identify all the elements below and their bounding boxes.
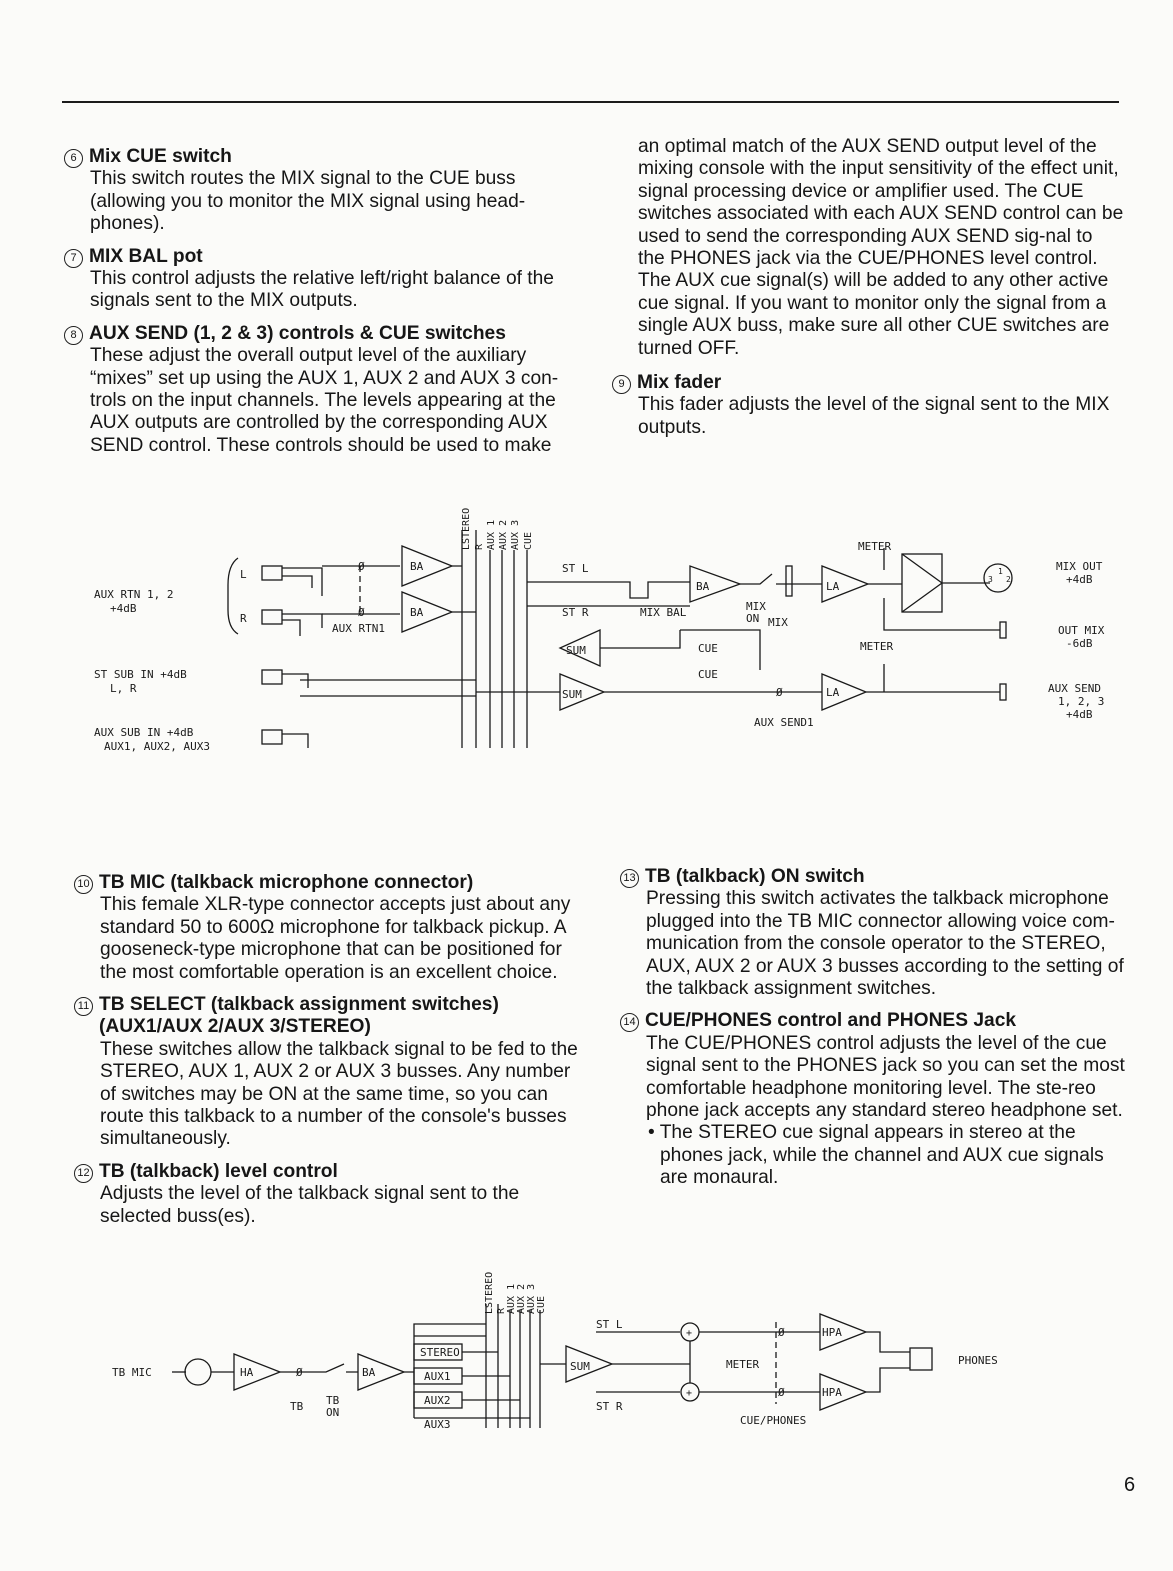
- section-number: 8: [64, 326, 83, 345]
- bus-label-l: L: [484, 1307, 495, 1314]
- mix-bal-label: MIX BAL: [640, 606, 687, 619]
- bus-label-aux3: AUX 3: [526, 1283, 537, 1314]
- section-11: [74, 994, 590, 1151]
- bus-group-stereo: STEREO: [461, 507, 472, 544]
- section-bullet: • The STEREO cue signal appears in stereo at the phones jack, while the channel and AUX cue signals are monaural.: [648, 1122, 1104, 1189]
- section-6: [64, 146, 584, 236]
- st-sub-sub: L, R: [110, 682, 137, 695]
- hpa-label-1: HPA: [822, 1326, 842, 1339]
- phase-label-hpa-2: Ø: [778, 1386, 785, 1399]
- sum-label-1: SUM: [566, 644, 586, 657]
- jack-pin-3: 3: [988, 575, 993, 584]
- section-7: [64, 246, 584, 313]
- st-l-label: ST L: [562, 562, 589, 575]
- ha-label: HA: [240, 1366, 254, 1379]
- jack-pin-1: 1: [998, 567, 1003, 576]
- page-number: 6: [1124, 1474, 1136, 1496]
- aux-sub-label: AUX SUB IN +4dB: [94, 726, 194, 739]
- cue-label-1: CUE: [698, 642, 718, 655]
- section-body: Pressing this switch activates the talkback microphone plugged into the TB MIC connector allowing voice com-munication from the console operator to the STEREO, AUX, AUX 2 or AUX 3 busses according to the setting of the talkback assignment switches.: [646, 888, 1124, 1000]
- section-number: 6: [64, 149, 83, 168]
- section-body: These switches allow the talkback signal to be fed to the STEREO, AUX 1, AUX 2 or AUX 3 busses. Any number of switches may be ON at the same time, so you can route this talkback to a number of the console's busses simultaneously.: [100, 1038, 578, 1150]
- out-mix-label: OUT MIX: [1058, 624, 1105, 637]
- input-l-label: L: [240, 568, 247, 581]
- bus-label-cue: CUE: [523, 531, 534, 550]
- header-rule: [62, 101, 1119, 103]
- aux-send-num: 1, 2, 3: [1058, 695, 1105, 708]
- section-body: These adjust the overall output level of the auxiliary “mixes” set up using the AUX 1, AUX 2 and AUX 3 con-trols on the input channels. The levels appearing at the AUX outputs are controlled by the corresponding AUX SEND control. These controls should be used to make: [90, 345, 559, 456]
- section-number: 14: [620, 1013, 639, 1032]
- section-13: [620, 866, 1132, 1000]
- section-title: MIX BAL pot: [89, 245, 203, 267]
- section-title: AUX SEND (1, 2 & 3) controls & CUE switches: [89, 322, 506, 344]
- out-mix-level: -6dB: [1066, 637, 1093, 650]
- section-number: 7: [64, 249, 83, 268]
- section-8: [64, 323, 584, 457]
- ba-label-2: BA: [410, 606, 424, 619]
- jack-aux-send-icon: [1000, 684, 1006, 700]
- xlr-mic-icon: [185, 1359, 211, 1385]
- cue-phones-label: CUE/PHONES: [740, 1414, 807, 1427]
- section-12: [74, 1161, 590, 1228]
- mix-fader-icon: [786, 566, 792, 596]
- talkback-block-diagram: [0, 1232, 1173, 1442]
- section-number: 11: [74, 997, 93, 1016]
- section-title: TB MIC (talkback microphone connector): [99, 872, 474, 893]
- plus-label-2: +: [686, 1388, 693, 1399]
- section-title: Mix CUE switch: [89, 146, 232, 167]
- section-body: This female XLR-type connector accepts just about any standard 50 to 600Ω microphone for talkback pickup. A gooseneck-type microphone that can be positioned for the most comfortable operation is an excellent choice.: [100, 894, 571, 983]
- bus-label-aux1: AUX 1: [486, 519, 497, 550]
- bus-label-cue: CUE: [536, 1295, 547, 1314]
- jack-st-sub-icon: [262, 670, 282, 684]
- hpa-label-2: HPA: [822, 1386, 842, 1399]
- aux3-switch-label: AUX3: [424, 1418, 451, 1431]
- mix-out-level: +4dB: [1066, 573, 1093, 586]
- la-label-1: LA: [826, 580, 840, 593]
- section-14: [620, 1010, 1132, 1189]
- aux-mix-block-diagram: [0, 470, 1173, 770]
- jack-aux-sub-icon: [262, 730, 282, 744]
- bus-label-r: R: [474, 543, 485, 550]
- section-number: 12: [74, 1164, 93, 1183]
- aux-send-label: AUX SEND: [1048, 682, 1101, 695]
- phase-label-hpa-1: Ø: [778, 1326, 785, 1339]
- jack-r-icon: [262, 610, 282, 624]
- tb-mic-label: TB MIC: [112, 1366, 152, 1379]
- meter-label: METER: [726, 1358, 760, 1371]
- section-number: 9: [612, 375, 631, 394]
- phase-label-tb: Ø: [296, 1366, 303, 1379]
- st-sub-label: ST SUB IN +4dB: [94, 668, 187, 681]
- mix-label: MIX: [768, 616, 788, 629]
- section-body: This switch routes the MIX signal to the CUE buss (allowing you to monitor the MIX signal using head-phones).: [90, 168, 526, 235]
- st-r-label: ST R: [596, 1400, 623, 1413]
- section-9: [612, 372, 1124, 439]
- section-title: CUE/PHONES control and PHONES Jack: [645, 1010, 1017, 1032]
- jack-l-icon: [262, 566, 282, 580]
- st-l-label: ST L: [596, 1318, 623, 1331]
- aux-send1-label: AUX SEND1: [754, 716, 814, 729]
- aux-rtn-label: AUX RTN 1, 2: [94, 588, 174, 601]
- meter-box: [902, 554, 942, 612]
- tb-label: TB: [290, 1400, 304, 1413]
- ba-label-1: BA: [410, 560, 424, 573]
- meter-label-1: METER: [858, 540, 892, 553]
- bus-label-l: L: [461, 543, 472, 550]
- section-title: Mix fader: [637, 372, 722, 394]
- meter-label-2: METER: [860, 640, 894, 653]
- section-title: TB (talkback) ON switch: [645, 866, 865, 887]
- st-r-label: ST R: [562, 606, 589, 619]
- tb-on-label-1: TB: [326, 1394, 340, 1407]
- section-title: TB (talkback) level control: [99, 1160, 338, 1182]
- phones-label: PHONES: [958, 1354, 998, 1367]
- left-column-bottom: [74, 872, 590, 1238]
- bus-label-r: R: [496, 1307, 507, 1314]
- stereo-switch-label: STEREO: [420, 1346, 460, 1359]
- section-body: This fader adjusts the level of the signal sent to the MIX outputs.: [638, 394, 1110, 438]
- plus-label-1: +: [686, 1328, 693, 1339]
- section-number: 13: [620, 869, 639, 888]
- left-column-top: [64, 146, 584, 467]
- jack-pin-2: 2: [1006, 575, 1011, 584]
- bus-label-aux2: AUX 2: [516, 1283, 527, 1314]
- section-number: 10: [74, 875, 93, 894]
- phase-label-1: Ø: [358, 560, 365, 573]
- phones-jack-icon: [910, 1348, 932, 1370]
- aux-rtn1-label: AUX RTN1: [332, 622, 385, 635]
- on-label: ON: [746, 612, 760, 625]
- phase-label-2: Ø: [358, 606, 365, 619]
- aux-sub-sub: AUX1, AUX2, AUX3: [104, 740, 210, 753]
- section-body: This control adjusts the relative left/right balance of the signals sent to the MIX outputs.: [90, 268, 554, 312]
- aux1-switch-label: AUX1: [424, 1370, 451, 1383]
- section-body: Adjusts the level of the talkback signal sent to the selected buss(es).: [100, 1183, 520, 1227]
- tb-on-label-2: ON: [326, 1406, 340, 1419]
- right-column-top: [612, 136, 1124, 449]
- input-r-label: R: [240, 612, 247, 625]
- section-body: The CUE/PHONES control adjusts the level of the cue signal sent to the PHONES jack so you can set the most comfortable headphone monitoring level. The ste-reo phone jack accepts any standard stereo headphone set.: [646, 1032, 1125, 1122]
- mix-out-label: MIX OUT: [1056, 560, 1103, 573]
- bus-label-aux2: AUX 2: [498, 519, 509, 550]
- right-column-bottom: [620, 866, 1132, 1200]
- mix-on-label: MIX: [746, 600, 766, 613]
- section-10: [74, 872, 590, 984]
- sum-label: SUM: [570, 1360, 590, 1373]
- bus-label-aux1: AUX 1: [506, 1283, 517, 1314]
- phase-label-3: Ø: [776, 686, 783, 699]
- aux-send-level: +4dB: [1066, 708, 1093, 721]
- ba-label-tb: BA: [362, 1366, 376, 1379]
- jack-out-mix-icon: [1000, 622, 1006, 638]
- ba-label-3: BA: [696, 580, 710, 593]
- section-8-continuation: an optimal match of the AUX SEND output level of the mixing console with the input sensitivity of the effect unit, signal processing device or amplifier used. The CUE switches associated with each AUX SEND control can be used to send the corresponding AUX SEND sig-nal to the PHONES jack via the CUE/PHONES level control. The AUX cue signal(s) will be added to any other active cue signal. If you want to monitor only the signal from a single AUX buss, make sure all other CUE switches are turned OFF.: [638, 136, 1124, 359]
- bus-group-stereo: STEREO: [484, 1271, 495, 1308]
- aux2-switch-label: AUX2: [424, 1394, 451, 1407]
- sum-label-2: SUM: [562, 688, 582, 701]
- section-title: TB SELECT (talkback assignment switches) (AUX1/AUX 2/AUX 3/STEREO): [99, 994, 499, 1038]
- aux-rtn-bracket: [228, 558, 238, 634]
- cue-label-2: CUE: [698, 668, 718, 681]
- aux-rtn-level: +4dB: [110, 602, 137, 615]
- la-label-2: LA: [826, 686, 840, 699]
- bus-label-aux3: AUX 3: [510, 519, 521, 550]
